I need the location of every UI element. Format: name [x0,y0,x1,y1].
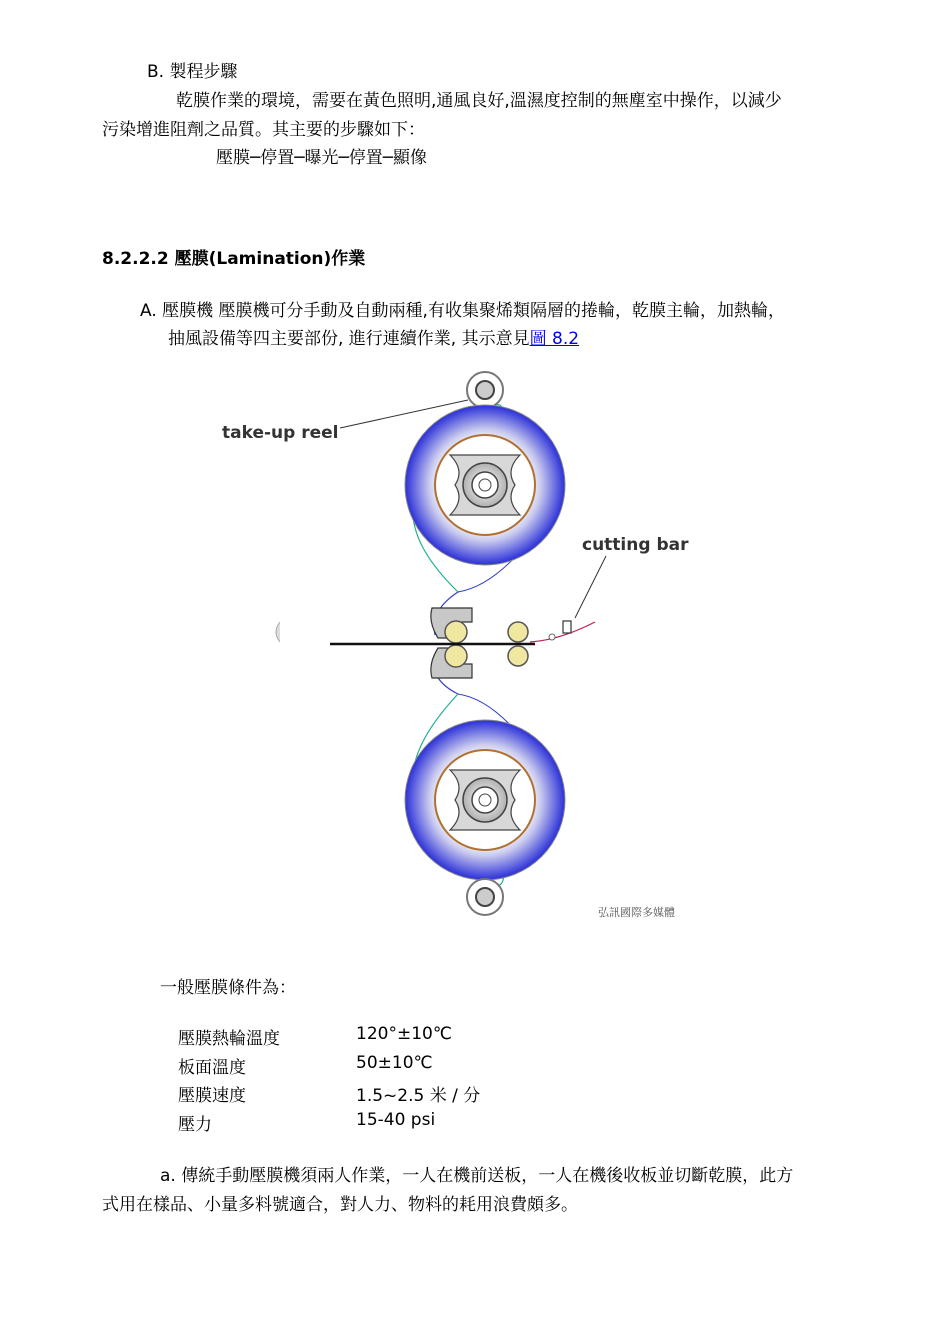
note-a-line2: 式用在樣品、小量多料號適合，對人力、物料的耗用浪費頗多。 [102,1195,578,1215]
condition-value: 1.5~2.5 米 / 分 [356,1086,481,1106]
item-a-line2 [168,324,579,349]
condition-value: 120°±10℃ [356,1024,452,1044]
laminator-diagram [200,360,720,930]
condition-name: 板面溫度 [178,1058,246,1078]
cutting-bar [563,621,571,633]
item-a-line2-text: 抽風設備等四主要部份, 進行連續作業, 其示意見 [168,329,530,349]
conditions-intro: 一般壓膜條件為： [160,978,296,998]
condition-value: 50±10℃ [356,1053,433,1073]
cutting-bar-label: cutting bar [582,535,689,555]
process-steps: 壓膜─停置─曝光─停置─顯像 [216,148,427,168]
item-a-line1: A. 壓膜機 壓膜機可分手動及自動兩種,有收集聚烯類隔層的捲輪，乾膜主輪，加熱輪， [140,301,785,321]
condition-name: 壓膜熱輪溫度 [178,1029,280,1049]
top-idler-roller [467,372,503,408]
condition-name: 壓力 [178,1115,212,1135]
section-b-paragraph-line1: 乾膜作業的環境，需要在黃色照明,通風良好,溫濕度控制的無塵室中操作，以減少 [176,91,782,111]
upper-hot-roll-assembly [431,608,472,643]
condition-value: 15-40 psi [356,1110,436,1130]
section-b-heading: B. 製程步驟 [147,62,238,82]
figure-watermark: 弘訊國際多媒體 [598,906,675,919]
take-up-reel-label: take-up reel [222,423,339,443]
note-a-line1: a. 傳統手動壓膜機須兩人作業，一人在機前送板，一人在機後收板並切斷乾膜，此方 [160,1166,794,1186]
figure-8-2-link[interactable]: 圖 8.2 [529,329,580,349]
section-b-paragraph-line2: 污染增進阻劑之品質。其主要的步驟如下： [102,120,425,140]
lower-hot-roll-assembly [431,645,472,678]
lamination-heading: 8.2.2.2 壓膜(Lamination)作業 [102,249,366,269]
bottom-supply-reel [405,720,565,880]
condition-name: 壓膜速度 [178,1086,246,1106]
top-take-up-reel [405,405,565,565]
bottom-idler-roller [467,879,503,915]
